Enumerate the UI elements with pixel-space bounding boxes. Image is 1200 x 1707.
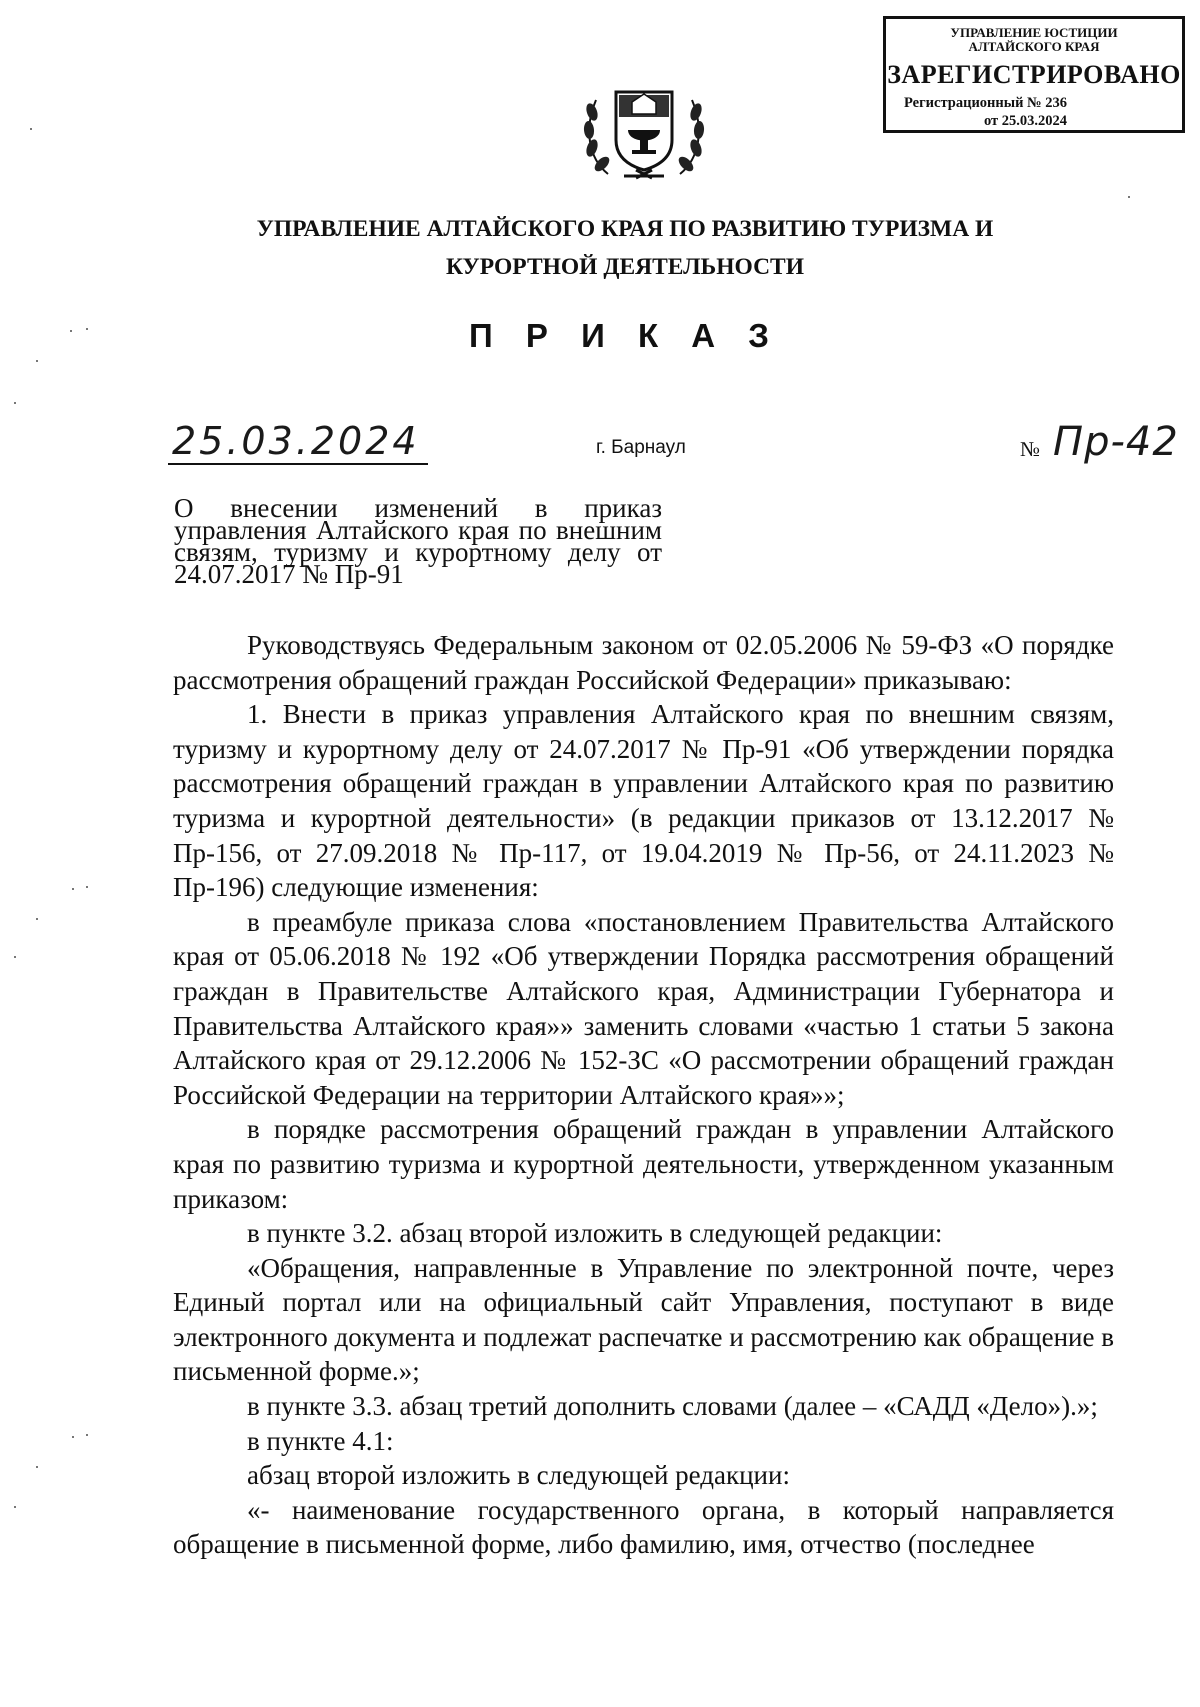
paragraph: 1. Внести в приказ управления Алтайского края по внешним связям, туризму и курортному делу от 24.07.2017 № Пр-91 «Об утверждении порядка рассмотрения обращений граждан в управлении Алтайского края по развитию туризма и курортной деятельности» (в редакции приказов от 13.12.2017 № Пр-156, от 27.09.2018 № Пр-117, от 19.04.2019 № Пр-56, от 24.11.2023 № Пр-196) следующие изменения: [173,699,1114,903]
paragraph: в пункте 3.3. абзац третий дополнить словами (далее – «САДД «Дело»).»; [247,1391,1098,1422]
paragraph: в преамбуле приказа слова «постановлением Правительства Алтайского края от 05.06.2018 № 192 «Об утверждении Порядка рассмотрения обращений граждан в Правительстве Алтайского края, Администрации Губернатора и Правительства Алтайского края»» заменить словами «частью 1 статьи 5 закона Алтайского края от 29.12.2006 № 152-ЗС «О рассмотрении обращений граждан Российской Федерации на территории Алтайского края»»; [173,906,1114,1110]
stamp-org: УПРАВЛЕНИЕ ЮСТИЦИИ АЛТАЙСКОГО КРАЯ [950,25,1118,54]
city-label: г. Барнаул [596,437,686,458]
stamp-status: ЗАРЕГИСТРИРОВАНО [887,60,1181,89]
document-body [173,628,1114,1562]
paragraph: «- наименование государственного органа, в который направляется обращение в письменной форме, либо фамилию, имя, отчество (последнее [173,1494,1114,1560]
coat-of-arms-icon [580,78,708,182]
paragraph: Руководствуясь Федеральным законом от 02.05.2006 № 59-ФЗ «О порядке рассмотрения обращений граждан Российской Федерации» приказываю: [173,630,1114,695]
organization-heading [200,210,1050,286]
number-prefix: № [1020,437,1041,461]
date-underline [168,463,428,465]
stamp-reg-date: от 25.03.2024 [984,113,1068,129]
scan-speck [14,402,16,404]
scan-speck [86,328,88,330]
scan-speck [14,956,16,958]
scan-speck [1128,196,1130,198]
paragraph: в порядке рассмотрения обращений граждан в управлении Алтайского края по развитию туризма и курортной деятельности, утвержденном указанным приказом: [173,1114,1114,1214]
scan-speck [70,330,72,332]
handwritten-order-number: Пр-42 [1053,419,1179,465]
paragraph: «Обращения, направленные в Управление по электронной почте, через Единый портал или на официальный сайт Управления, поступают в виде электронного документа и подлежат распечатке и рассмотрению как обращение в письменной форме.»; [173,1252,1114,1387]
scan-speck [36,918,38,920]
document-subject: О внесении изменений в приказ управления Алтайского края по внешним связям, туризму и курортному делу от 24.07.2017 № Пр-91 [174,493,662,589]
scan-speck [14,1506,16,1508]
heading-line-2: КУРОРТНОЙ ДЕЯТЕЛЬНОСТИ [445,254,804,280]
paragraph: абзац второй изложить в следующей редакции: [247,1460,790,1491]
heading-line-1: УПРАВЛЕНИЕ АЛТАЙСКОГО КРАЯ ПО РАЗВИТИЮ ТУРИЗМА И [256,216,994,242]
handwritten-date: 25.03.2024 [172,419,420,463]
paragraph: в пункте 3.2. абзац второй изложить в следующей редакции: [247,1218,943,1249]
paragraph: в пункте 4.1: [247,1425,394,1456]
scan-speck [36,1466,38,1468]
scan-speck [30,128,32,130]
scan-speck [86,1434,88,1436]
stamp-reg-number: Регистрационный № 236 [904,95,1068,111]
registration-stamp [883,16,1185,133]
document-type-title: П Р И К А З [469,317,781,354]
scan-speck [36,360,38,362]
scan-speck [72,1436,74,1438]
scan-speck [72,888,74,890]
scan-speck [86,886,88,888]
